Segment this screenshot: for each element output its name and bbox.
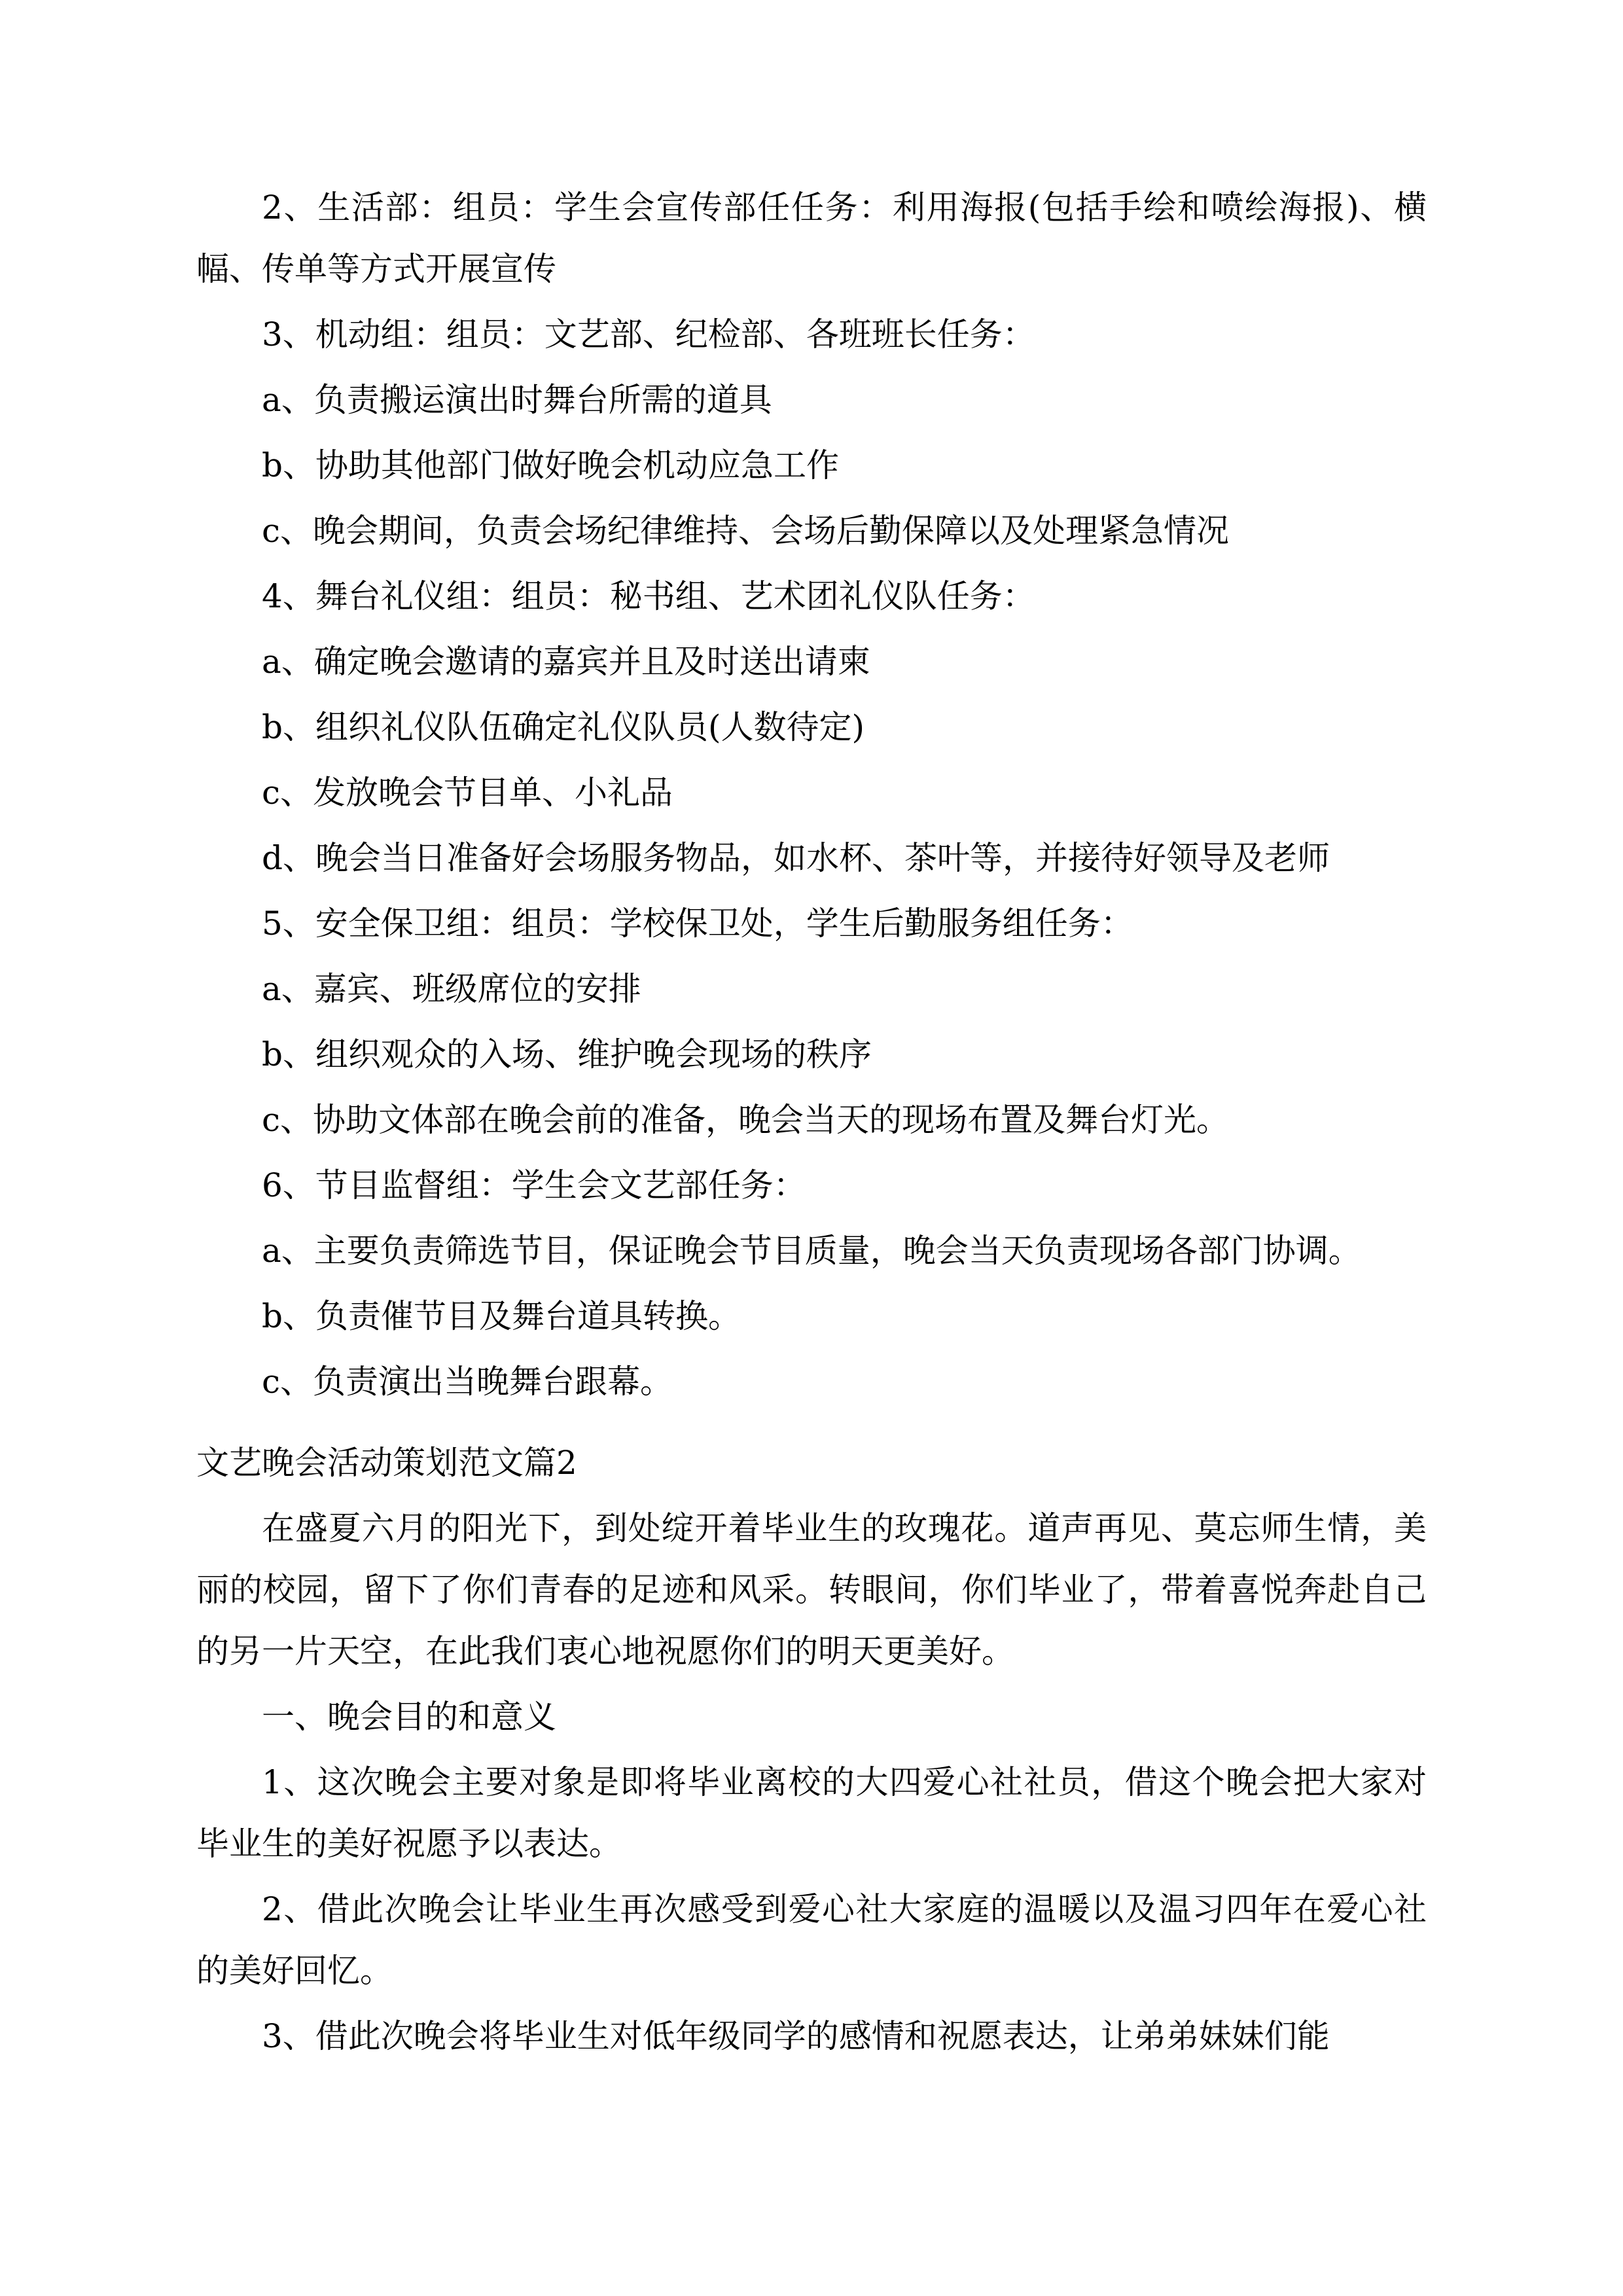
section-heading: 文艺晚会活动策划范文篇2 bbox=[196, 1444, 577, 1482]
paragraph: 4、舞台礼仪组：组员：秘书组、艺术团礼仪队任务： bbox=[262, 577, 1035, 615]
paragraph: b、组织观众的入场、维护晚会现场的秩序 bbox=[262, 1035, 872, 1073]
paragraph: 在盛夏六月的阳光下，到处绽开着毕业生的玫瑰花。道声再见、莫忘师生情，美丽的校园，留下了你们青春的足迹和风采。转眼间，你们毕业了，带着喜悦奔赴自己的另一片天空，在此我们衷心地祝愿你们的明天更美好。 bbox=[196, 1509, 1427, 1670]
paragraph: c、负责演出当晚舞台跟幕。 bbox=[262, 1363, 673, 1401]
document-body bbox=[196, 177, 1427, 2067]
paragraph: c、晚会期间，负责会场纪律维持、会场后勤保障以及处理紧急情况 bbox=[262, 512, 1230, 550]
paragraph: c、发放晚会节目单、小礼品 bbox=[262, 774, 673, 812]
paragraph: b、负责催节目及舞台道具转换。 bbox=[262, 1297, 741, 1335]
paragraph: 2、生活部：组员：学生会宣传部任任务：利用海报(包括手绘和喷绘海报)、横幅、传单等方式开展宣传 bbox=[196, 188, 1427, 288]
paragraph: 1、这次晚会主要对象是即将毕业离校的大四爱心社社员，借这个晚会把大家对毕业生的美好祝愿予以表达。 bbox=[196, 1763, 1427, 1863]
paragraph: c、协助文体部在晚会前的准备，晚会当天的现场布置及舞台灯光。 bbox=[262, 1101, 1230, 1139]
paragraph: b、组织礼仪队伍确定礼仪队员(人数待定) bbox=[262, 708, 865, 746]
paragraph: 2、借此次晚会让毕业生再次感受到爱心社大家庭的温暖以及温习四年在爱心社的美好回忆。 bbox=[196, 1890, 1427, 1990]
paragraph: d、晚会当日准备好会场服务物品，如水杯、茶叶等，并接待好领导及老师 bbox=[262, 839, 1330, 877]
paragraph: 3、机动组：组员：文艺部、纪检部、各班班长任务： bbox=[262, 315, 1035, 353]
paragraph: 5、安全保卫组：组员：学校保卫处，学生后勤服务组任务： bbox=[262, 905, 1133, 942]
paragraph: b、协助其他部门做好晚会机动应急工作 bbox=[262, 446, 840, 484]
paragraph: 一、晚会目的和意义 bbox=[262, 1698, 556, 1736]
paragraph: 3、借此次晚会将毕业生对低年级同学的感情和祝愿表达，让弟弟妹妹们能 bbox=[262, 2017, 1330, 2055]
paragraph: a、主要负责筛选节目，保证晚会节目质量，晚会当天负责现场各部门协调。 bbox=[262, 1232, 1361, 1270]
paragraph: a、嘉宾、班级席位的安排 bbox=[262, 970, 641, 1008]
paragraph: a、确定晚会邀请的嘉宾并且及时送出请柬 bbox=[262, 643, 870, 681]
paragraph: a、负责搬运演出时舞台所需的道具 bbox=[262, 381, 772, 419]
paragraph: 6、节目监督组：学生会文艺部任务： bbox=[262, 1166, 806, 1204]
